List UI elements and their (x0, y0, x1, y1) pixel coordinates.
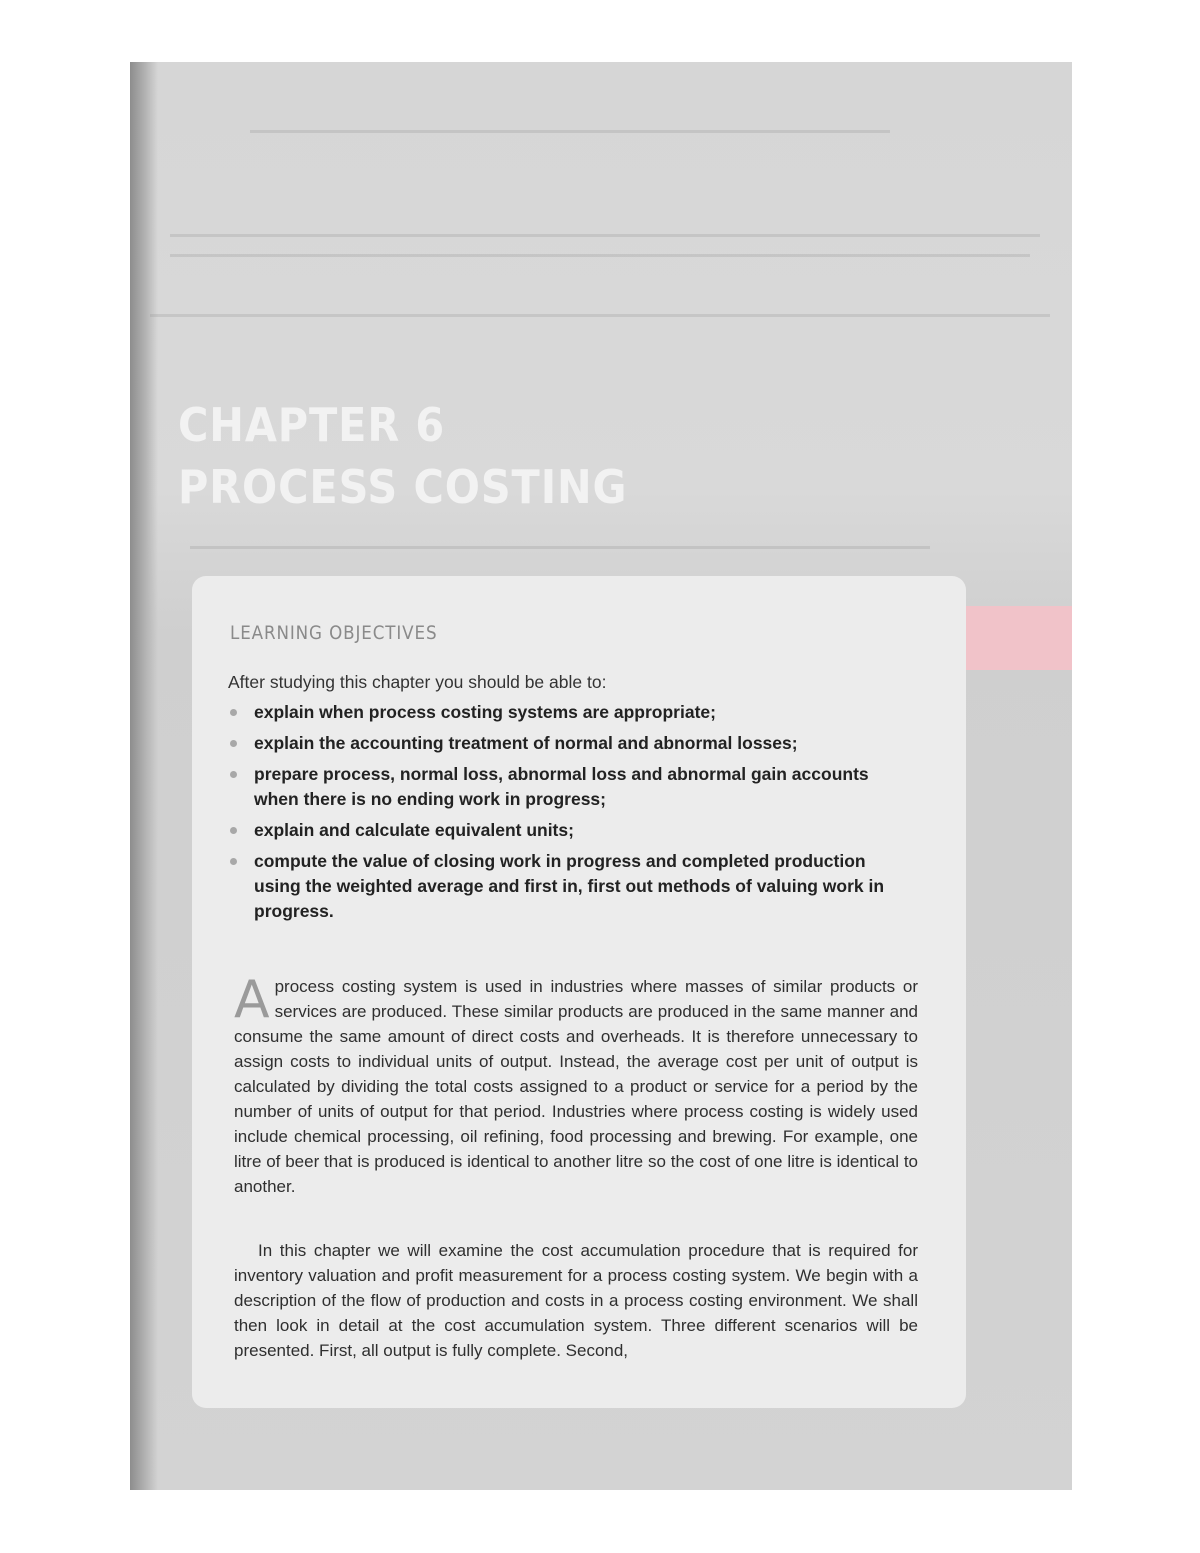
bleed-through-line (250, 130, 890, 133)
bullet-icon (230, 858, 237, 865)
chapter-name: PROCESS COSTING (178, 460, 628, 514)
objective-item (228, 762, 908, 812)
bullet-icon (230, 827, 237, 834)
objective-text: explain the accounting treatment of normal and abnormal losses; (254, 733, 798, 753)
bullet-icon (230, 740, 237, 747)
objective-text: explain when process costing systems are appropriate; (254, 702, 716, 722)
learning-objectives-heading: LEARNING OBJECTIVES (230, 622, 438, 644)
objective-item (228, 731, 908, 756)
learning-objectives-list (228, 700, 908, 930)
bleed-through-line (170, 234, 1040, 237)
objective-text: compute the value of closing work in progress and completed production using the weighted average and first in, first out methods of valuing work in progress. (254, 851, 885, 921)
chapter-overview-paragraph: In this chapter we will examine the cost accumulation procedure that is required for inventory valuation and profit measurement for a process costing system. We begin with a description of the flow of production and costs in a process costing environment. We shall then look in detail at the cost accumulation system. Three different scenarios will be presented. First, all output is fully complete. Second, (234, 1241, 918, 1360)
bleed-through-line (170, 254, 1030, 257)
page-binding-shadow (130, 62, 158, 1490)
chapter-content-box (192, 576, 966, 1408)
objective-text: prepare process, normal loss, abnormal loss and abnormal gain accounts when there is no ending work in progress; (254, 764, 869, 809)
chapter-number: CHAPTER 6 (178, 398, 446, 452)
bleed-through-line (150, 314, 1050, 317)
objective-text: explain and calculate equivalent units; (254, 820, 574, 840)
objective-item (228, 700, 908, 725)
bleed-through-line (190, 546, 930, 549)
bullet-icon (230, 709, 237, 716)
book-page (130, 62, 1072, 1490)
objective-item (228, 849, 908, 924)
bullet-icon (230, 771, 237, 778)
drop-cap: A (234, 970, 270, 1030)
learning-objectives-intro: After studying this chapter you should be able to: (228, 672, 607, 692)
intro-paragraph (234, 970, 918, 1199)
intro-paragraph-text: process costing system is used in industries where masses of similar products or services are produced. These similar products are produced in the same manner and consume the same amount of direct costs and overheads. It is therefore unnecessary to assign costs to individual units of output. Instead, the average cost per unit of output is calculated by dividing the total costs assigned to a product or service for a period by the number of units of output for that period. Industries where process costing is widely used include chemical processing, oil refining, food processing and brewing. For example, one litre of beer that is produced is identical to another litre so the cost of one litre is identical to another. (234, 977, 918, 1196)
objective-item (228, 818, 908, 843)
chapter-title (178, 394, 627, 518)
